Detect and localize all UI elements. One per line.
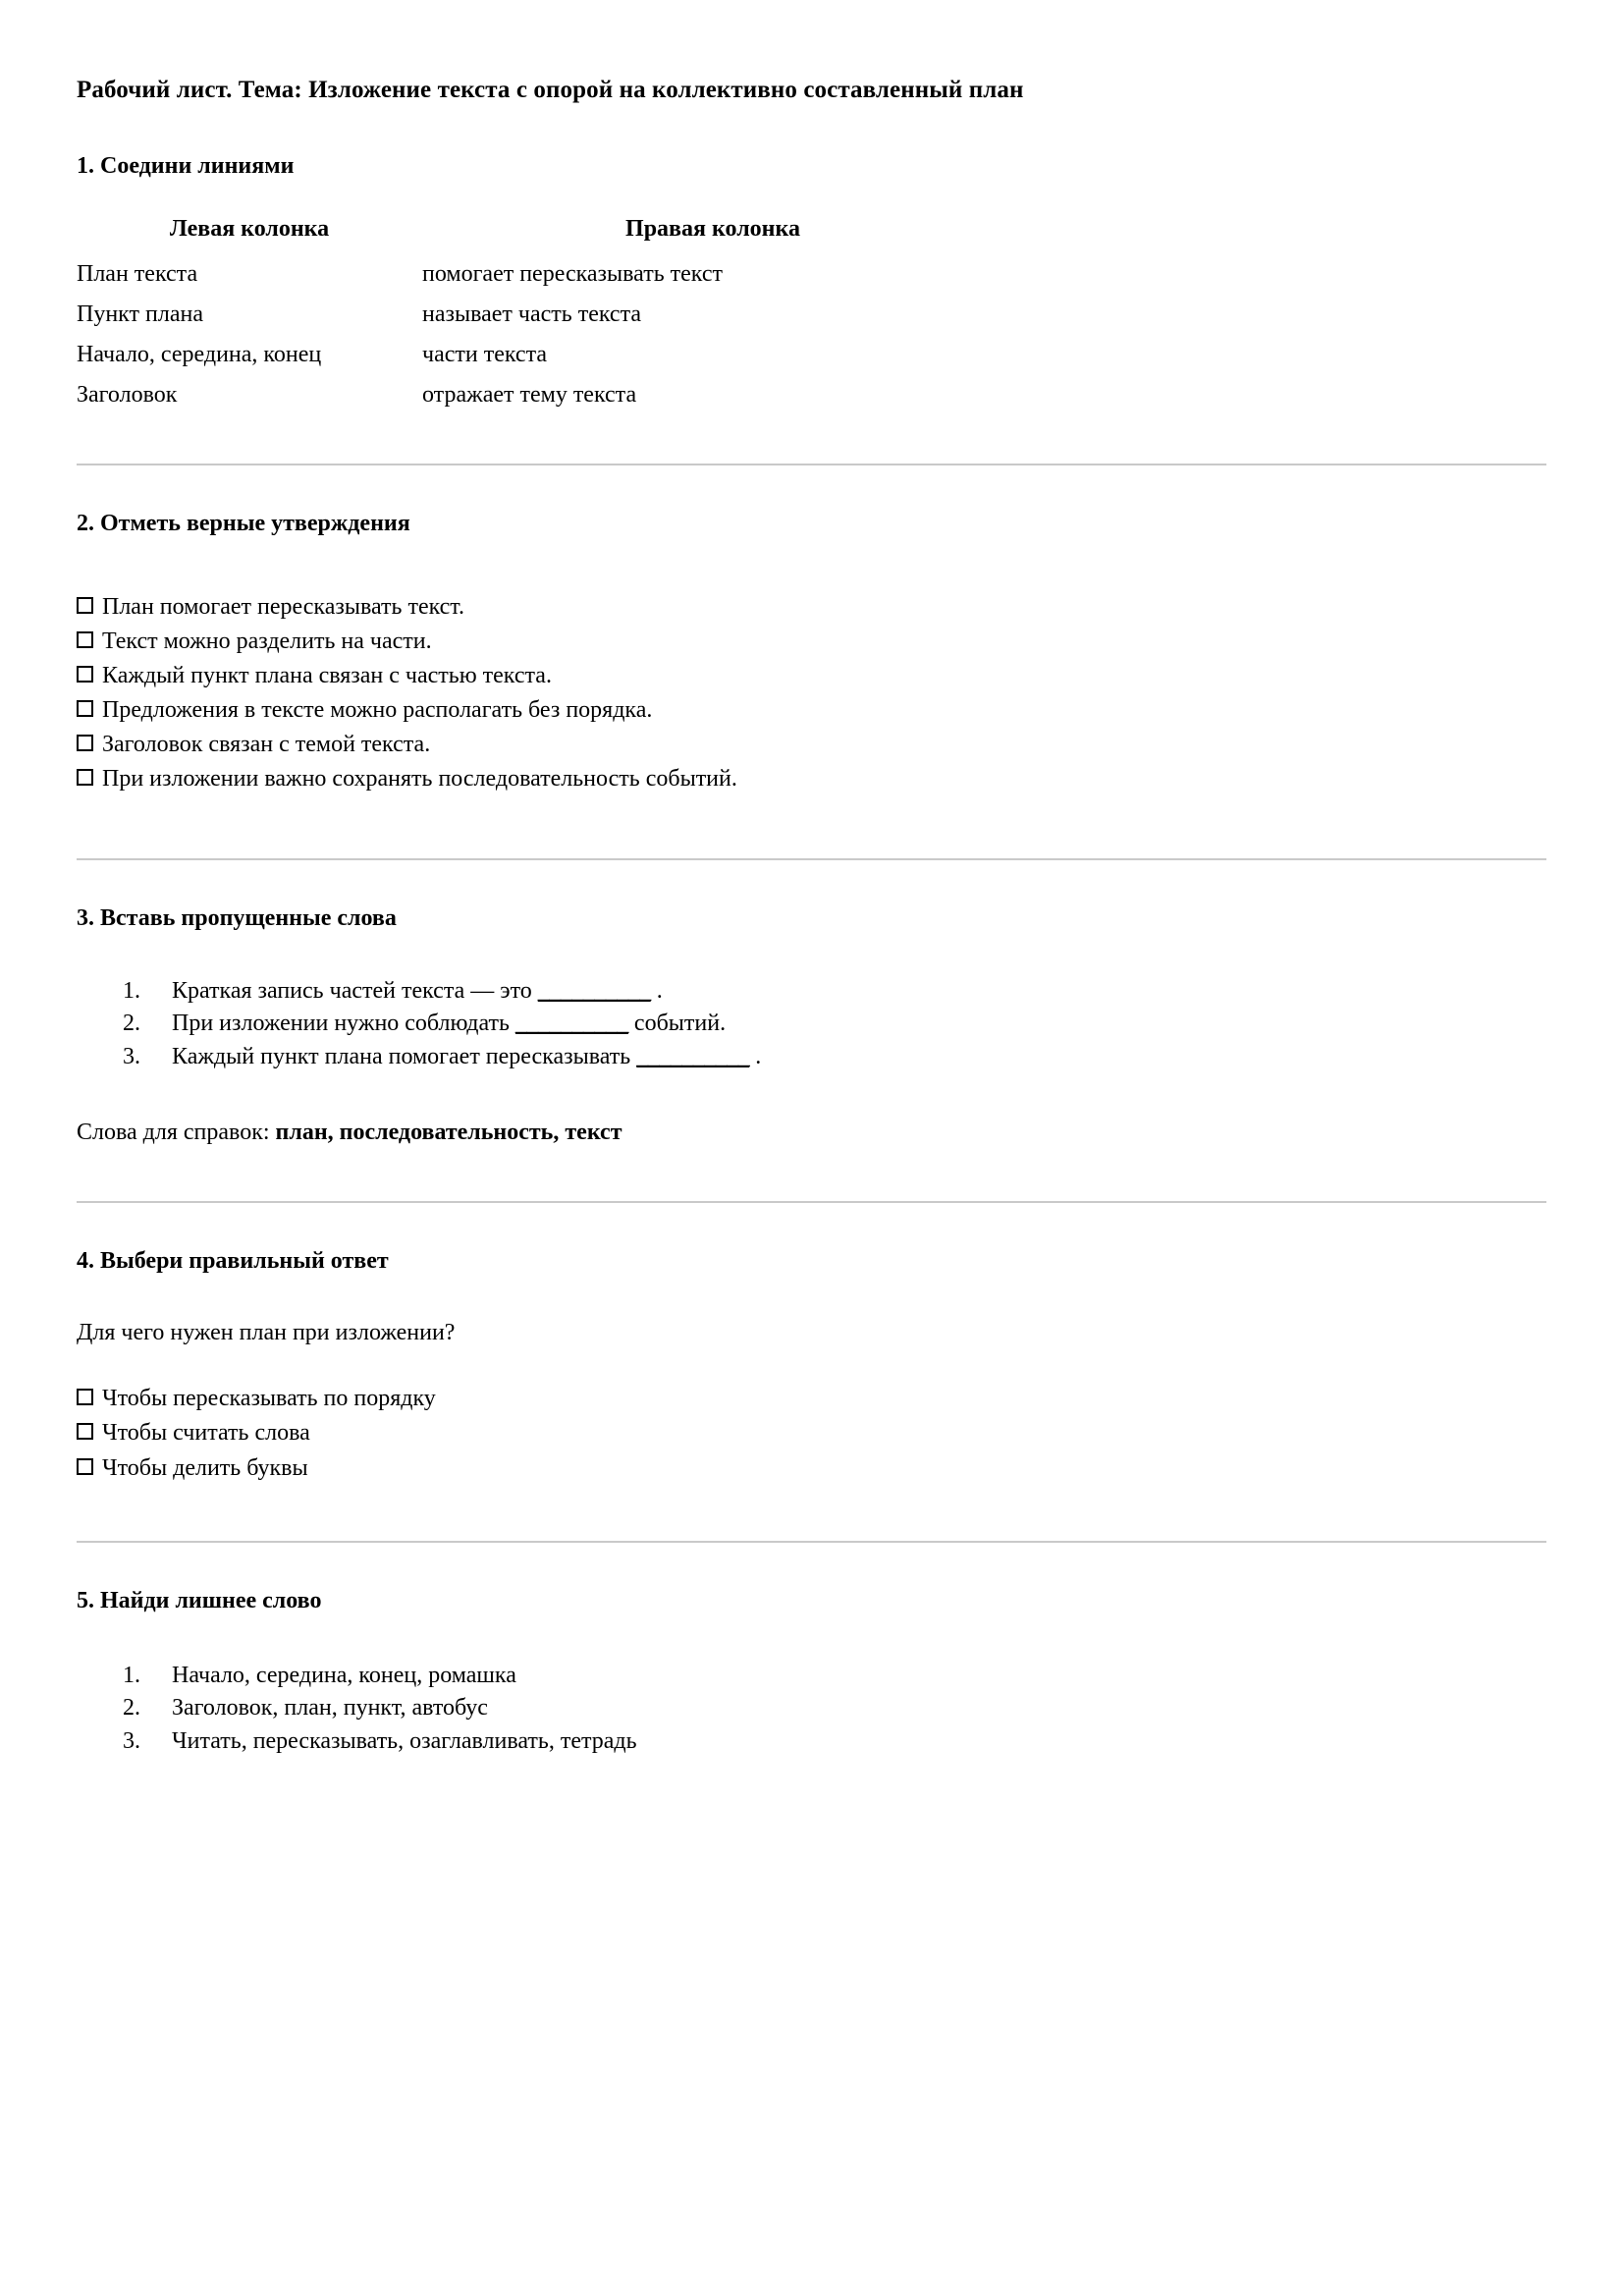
word-group: Заголовок, план, пункт, автобус bbox=[172, 1695, 488, 1722]
checkbox-list-item[interactable] bbox=[77, 696, 1546, 731]
sentence-after-blank: . bbox=[749, 1044, 762, 1070]
reference-words-label: Слова для справок: bbox=[77, 1119, 276, 1145]
list-marker: 2. bbox=[123, 1011, 140, 1037]
match-right-item[interactable]: помогает пересказывать текст bbox=[422, 260, 723, 287]
list-marker: 3. bbox=[123, 1044, 140, 1070]
sentence-before-blank: Краткая запись частей текста — это bbox=[172, 977, 538, 1004]
option-label: Чтобы пересказывать по порядку bbox=[102, 1386, 436, 1412]
checkbox-icon[interactable] bbox=[77, 631, 93, 648]
checkbox-label: Предложения в тексте можно располагать без порядка. bbox=[102, 697, 653, 724]
sentence-after-blank: . bbox=[650, 977, 663, 1004]
checkbox-list-item[interactable] bbox=[77, 731, 1546, 765]
match-right-item[interactable]: отражает тему текста bbox=[422, 382, 637, 409]
column-header-left: Левая колонка bbox=[169, 216, 330, 243]
fill-in-blanks-list bbox=[77, 976, 1546, 1075]
checkbox-label: Каждый пункт плана связан с частью текста. bbox=[102, 662, 552, 688]
match-left-item[interactable]: План текста bbox=[77, 260, 198, 287]
checkbox-icon[interactable] bbox=[77, 1389, 93, 1405]
checkbox-list-item[interactable] bbox=[77, 628, 1546, 662]
checkbox-icon[interactable] bbox=[77, 700, 93, 717]
answer-blank[interactable]: __________ bbox=[636, 1044, 750, 1070]
matching-table-head bbox=[77, 214, 1000, 256]
table-row[interactable] bbox=[77, 297, 1000, 337]
checkbox-list-item[interactable] bbox=[77, 593, 1546, 628]
option-list-item[interactable] bbox=[77, 1419, 1546, 1453]
answer-blank[interactable]: __________ bbox=[537, 977, 651, 1004]
matching-table bbox=[77, 214, 1000, 417]
matching-table-body bbox=[77, 256, 1000, 418]
checkbox-list-item[interactable] bbox=[77, 765, 1546, 793]
list-marker: 1. bbox=[123, 1662, 140, 1688]
option-label: Чтобы делить буквы bbox=[102, 1454, 308, 1481]
true-statements-list bbox=[77, 593, 1546, 794]
table-header-row bbox=[77, 214, 1000, 256]
checkbox-icon[interactable] bbox=[77, 1423, 93, 1440]
match-left-item[interactable]: Заголовок bbox=[77, 382, 178, 409]
word-group: Читать, пересказывать, озаглавливать, тетрадь bbox=[172, 1728, 637, 1755]
answer-blank[interactable]: __________ bbox=[514, 1011, 628, 1037]
sentence-before-blank: Каждый пункт плана помогает пересказывать bbox=[172, 1044, 637, 1070]
checkbox-label: При изложении важно сохранять последовательность событий. bbox=[102, 766, 737, 793]
reference-words-values: план, последовательность, текст bbox=[275, 1119, 622, 1145]
match-left-item[interactable]: Начало, середина, конец bbox=[77, 342, 322, 368]
match-right-item[interactable]: называет часть текста bbox=[422, 301, 642, 328]
list-marker: 3. bbox=[123, 1728, 140, 1755]
section-4-question: Для чего нужен план при изложении? bbox=[77, 1320, 456, 1346]
list-marker: 1. bbox=[123, 977, 140, 1004]
section-5-heading: 5. Найди лишнее слово bbox=[77, 1587, 322, 1613]
word-group: Начало, середина, конец, ромашка bbox=[172, 1662, 516, 1688]
numbered-list-item[interactable] bbox=[77, 976, 1546, 1010]
numbered-list-item[interactable] bbox=[77, 1661, 1546, 1694]
answer-options-list bbox=[77, 1385, 1546, 1482]
checkbox-icon[interactable] bbox=[77, 597, 93, 614]
numbered-list-item[interactable] bbox=[77, 1009, 1546, 1042]
table-row[interactable] bbox=[77, 256, 1000, 297]
checkbox-label: Заголовок связан с темой текста. bbox=[102, 732, 431, 758]
numbered-list-item[interactable] bbox=[77, 1042, 1546, 1075]
checkbox-label: План помогает пересказывать текст. bbox=[102, 593, 464, 620]
checkbox-icon[interactable] bbox=[77, 666, 93, 683]
numbered-list-item[interactable] bbox=[77, 1726, 1546, 1760]
odd-one-out-list bbox=[77, 1661, 1546, 1760]
table-row[interactable] bbox=[77, 377, 1000, 417]
match-left-item[interactable]: Пункт плана bbox=[77, 301, 203, 328]
section-2-heading: 2. Отметь верные утверждения bbox=[77, 510, 410, 536]
page-title: Рабочий лист. Тема: Изложение текста с опорой на коллективно составленный план bbox=[77, 77, 1024, 103]
checkbox-icon[interactable] bbox=[77, 735, 93, 751]
list-marker: 2. bbox=[123, 1695, 140, 1722]
match-right-item[interactable]: части текста bbox=[422, 342, 547, 368]
option-list-item[interactable] bbox=[77, 1385, 1546, 1419]
sentence-before-blank: При изложении нужно соблюдать bbox=[172, 1011, 515, 1037]
sentence-after-blank: событий. bbox=[627, 1011, 727, 1037]
section-1-heading: 1. Соедини линиями bbox=[77, 153, 295, 180]
checkbox-icon[interactable] bbox=[77, 769, 93, 786]
option-label: Чтобы считать слова bbox=[102, 1420, 310, 1447]
checkbox-list-item[interactable] bbox=[77, 662, 1546, 696]
checkbox-icon[interactable] bbox=[77, 1458, 93, 1475]
section-4-heading: 4. Выбери правильный ответ bbox=[77, 1248, 389, 1275]
column-header-right: Правая колонка bbox=[625, 216, 800, 243]
reference-words-line bbox=[77, 1075, 1546, 1148]
checkbox-label: Текст можно разделить на части. bbox=[102, 628, 432, 654]
option-list-item[interactable] bbox=[77, 1454, 1546, 1483]
section-3-heading: 3. Вставь пропущенные слова bbox=[77, 904, 397, 931]
table-row[interactable] bbox=[77, 337, 1000, 377]
numbered-list-item[interactable] bbox=[77, 1693, 1546, 1726]
